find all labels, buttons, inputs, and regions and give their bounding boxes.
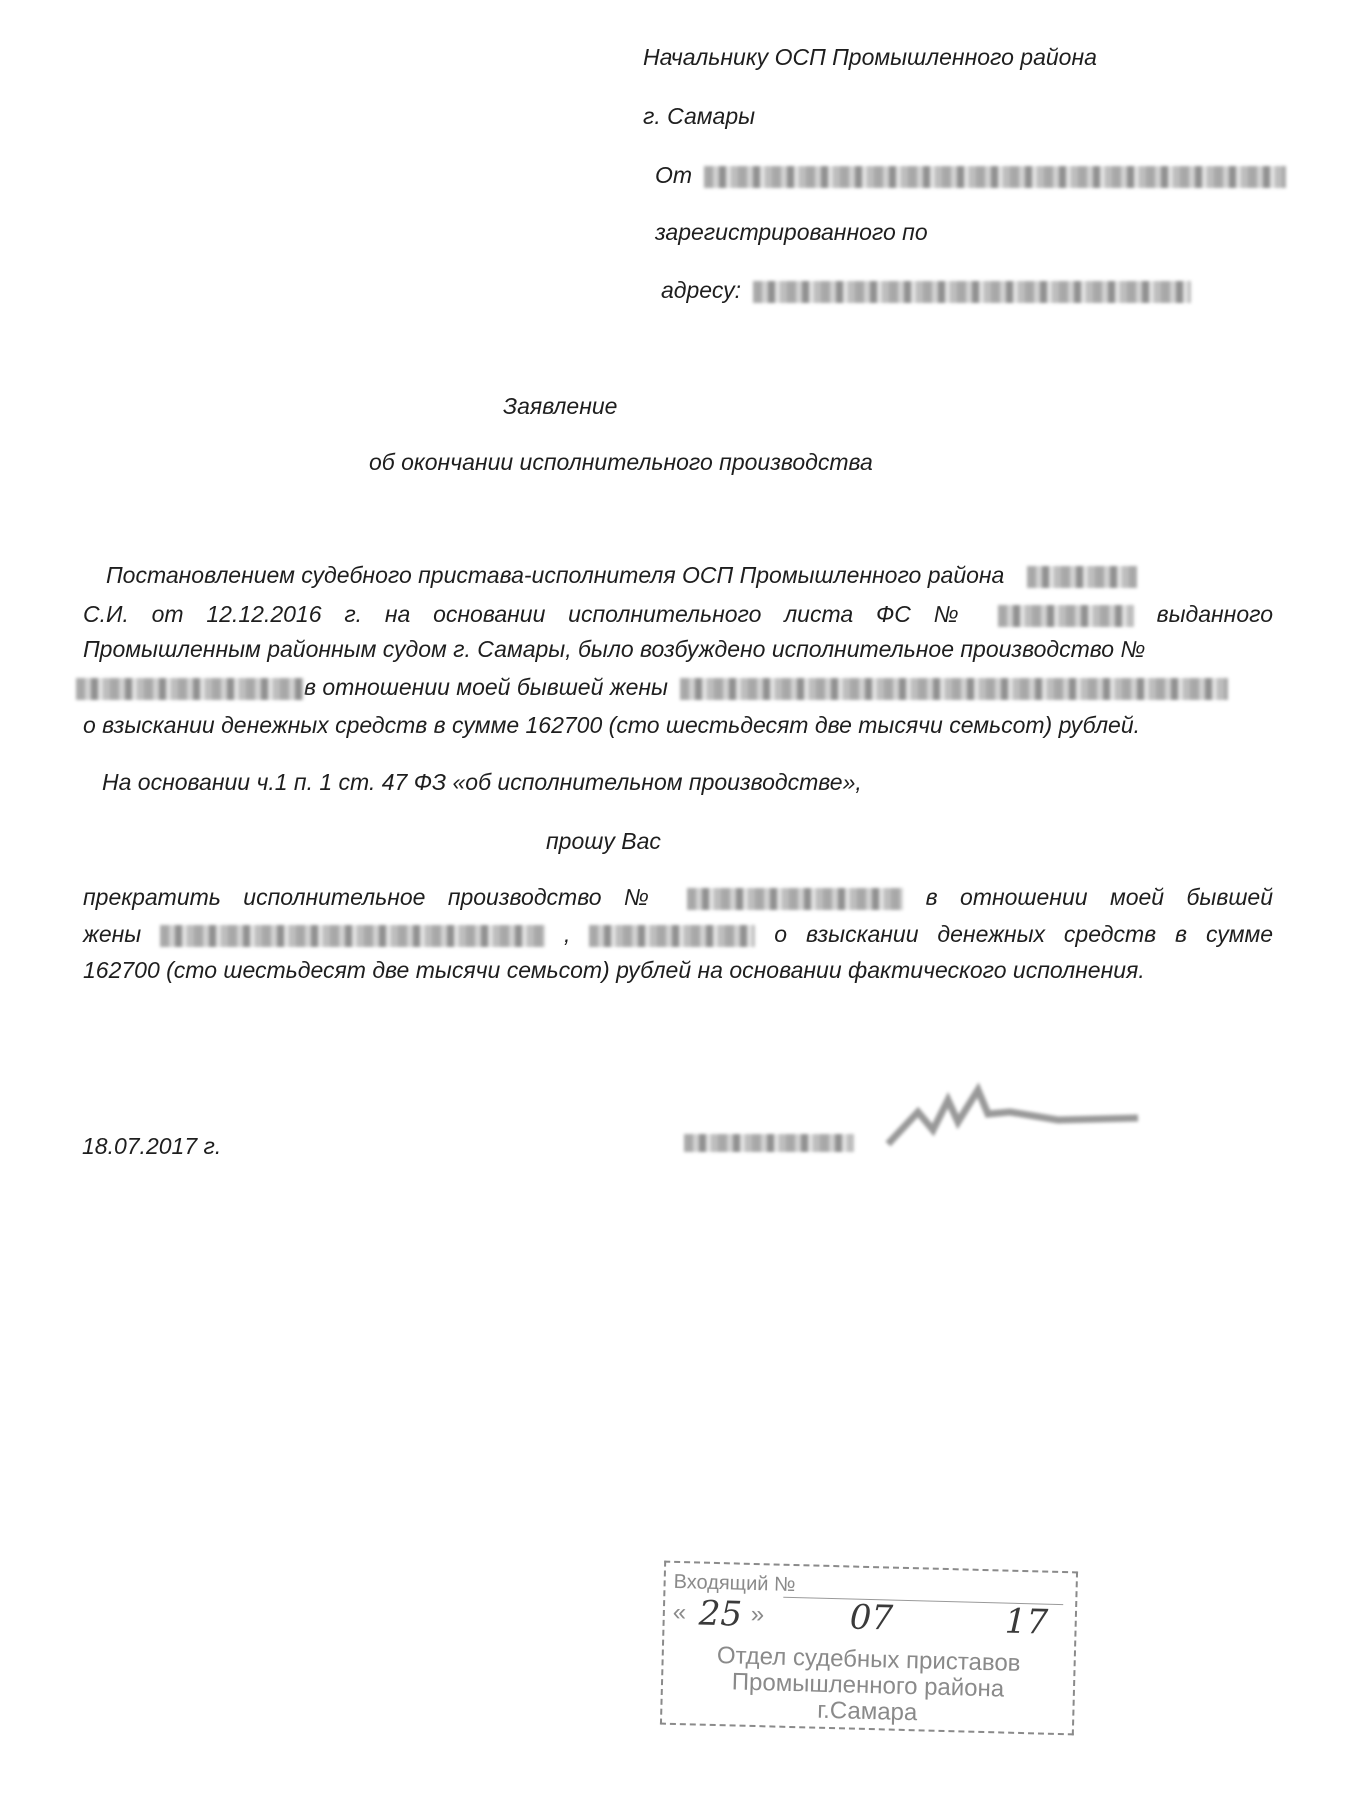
p1-line2 bbox=[83, 596, 1273, 632]
stamp-org-line2: Промышленного района bbox=[731, 1668, 1005, 1703]
from-line bbox=[655, 160, 1286, 190]
addressee-line-1: Начальнику ОСП Промышленного района bbox=[643, 44, 1097, 70]
p1-line3: Промышленным районным судом г. Самары, было возбуждено исполнительное производство № bbox=[83, 636, 1146, 662]
p3-line1 bbox=[83, 879, 1273, 915]
redacted-writ-number bbox=[998, 605, 1134, 627]
request-line: прошу Вас bbox=[546, 828, 661, 854]
p1-w2: от bbox=[151, 601, 184, 627]
p1-line5: о взыскании денежных средств в сумме 162700 (сто шестьдесят две тысячи семьсот) рублей. bbox=[83, 712, 1141, 738]
stamp-day: 25 bbox=[698, 1593, 743, 1635]
p1-line4 bbox=[76, 672, 1228, 702]
p1-line1-text: Постановлением судебного пристава-исполнителя ОСП Промышленного района bbox=[106, 562, 1005, 588]
p3-line2-text: о взыскании денежных средств в сумме bbox=[774, 921, 1274, 947]
p1-w10: № bbox=[933, 601, 975, 627]
p1-w5: на bbox=[384, 601, 411, 627]
p3-line1-text-a: прекратить исполнительное производство № bbox=[83, 884, 665, 910]
stamp-incoming-label: Входящий № bbox=[673, 1570, 796, 1597]
p1-w1: С.И. bbox=[83, 601, 129, 627]
redacted-debtor-name-2 bbox=[160, 925, 545, 947]
signature-icon bbox=[878, 1082, 1148, 1152]
p1-w8: листа bbox=[784, 601, 854, 627]
redacted-case-number-2 bbox=[687, 888, 903, 910]
p1-line4-text: в отношении моей бывшей жены bbox=[304, 674, 668, 700]
redacted-bailiff-name bbox=[1027, 566, 1137, 588]
stamp-quote-open: « bbox=[672, 1598, 687, 1627]
document-title: Заявление bbox=[503, 393, 618, 419]
document-subtitle: об окончании исполнительного производства bbox=[369, 449, 873, 475]
stamp-quote-close: » bbox=[750, 1600, 765, 1629]
p1-w4: г. bbox=[344, 601, 363, 627]
stamp-org-line1: Отдел судебных приставов bbox=[716, 1642, 1021, 1677]
stamp-org-line3: г.Самара bbox=[817, 1696, 918, 1727]
redacted-address bbox=[753, 281, 1191, 303]
registered-label: зарегистрированного по bbox=[655, 219, 928, 245]
p2-line: На основании ч.1 п. 1 ст. 47 ФЗ «об исполнительном производстве», bbox=[102, 769, 862, 795]
redacted-signer-name bbox=[684, 1134, 854, 1152]
redacted-name bbox=[704, 166, 1286, 188]
stamp-month: 07 bbox=[849, 1597, 894, 1639]
address-label: адресу: bbox=[661, 277, 741, 303]
p1-w3: 12.12.2016 bbox=[206, 601, 322, 627]
p3-line3: 162700 (сто шестьдесят две тысячи семьсот) рублей на основании фактического исполнения. bbox=[83, 957, 1145, 983]
p1-w11: выданного bbox=[1156, 601, 1274, 627]
p1-w6: основании bbox=[433, 601, 546, 627]
address-line bbox=[661, 275, 1191, 305]
addressee-line-2: г. Самары bbox=[643, 103, 756, 129]
stamp-year: 17 bbox=[1004, 1601, 1049, 1643]
p3-line2-comma: , bbox=[564, 921, 571, 947]
redacted-debtor-name bbox=[680, 678, 1228, 700]
redacted-birth-date bbox=[589, 925, 755, 947]
p3-line2 bbox=[83, 916, 1273, 952]
redacted-case-number bbox=[76, 678, 304, 700]
p1-w9: ФС bbox=[875, 601, 911, 627]
document-date: 18.07.2017 г. bbox=[82, 1133, 222, 1159]
p1-line1 bbox=[106, 560, 1137, 590]
from-label: От bbox=[655, 162, 693, 188]
p1-w7: исполнительного bbox=[568, 601, 762, 627]
p3-line1-text-b: в отношении моей бывшей bbox=[925, 884, 1274, 910]
p3-line2-word: жены bbox=[83, 921, 142, 947]
incoming-stamp bbox=[660, 1561, 1078, 1736]
